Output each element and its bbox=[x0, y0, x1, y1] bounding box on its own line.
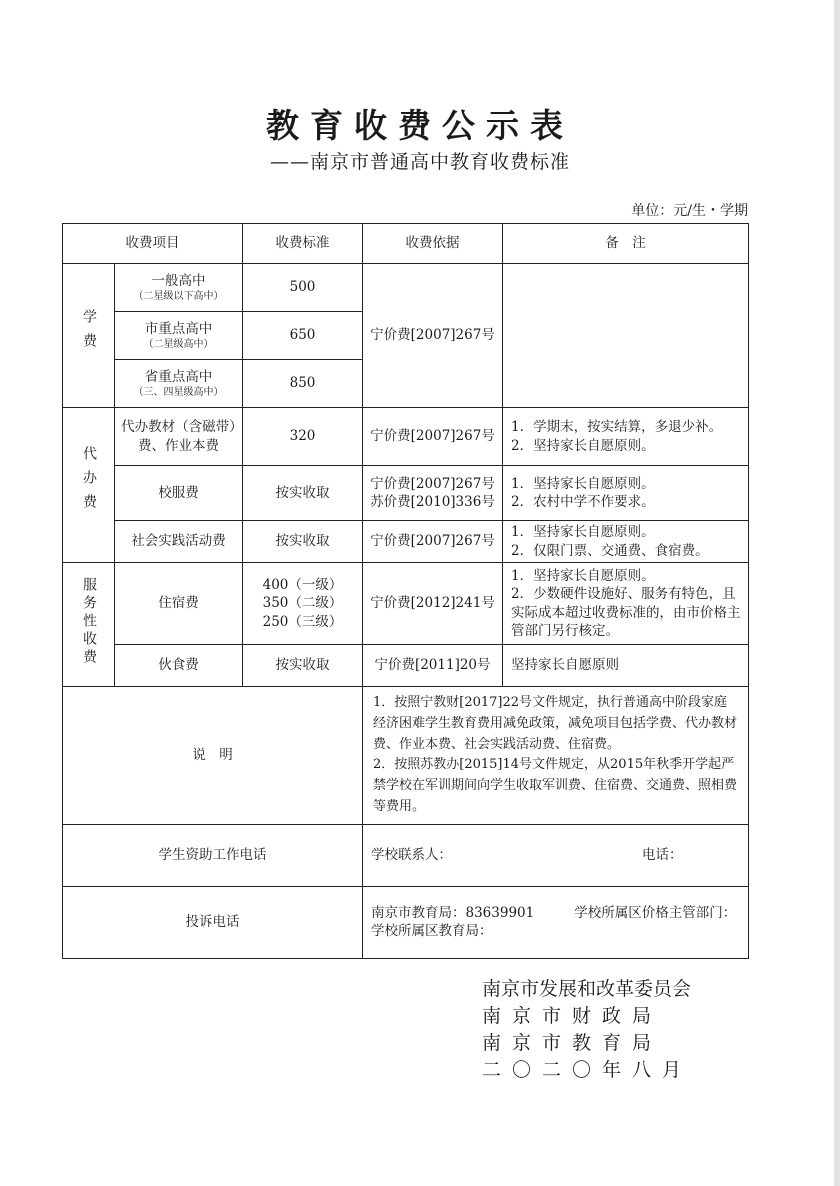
signer-ndrc: 南京市发展和改革委员会 bbox=[482, 978, 692, 1000]
page-subtitle: ——南京市普通高中教育收费标准 bbox=[269, 151, 570, 173]
item-basis: 宁价费[2007]267号 bbox=[363, 521, 503, 563]
item-fee: 按实收取 bbox=[243, 521, 363, 563]
item-fee: 按实收取 bbox=[243, 466, 363, 521]
item-note: 1．坚持家长自愿原则。 2．少数硬件设施好、服务有特色，且实际成本超过收费标准的，由市价格主管部门另行核定。 bbox=[503, 563, 749, 645]
category-tuition: 学费 bbox=[63, 264, 115, 408]
aid-phone-label: 学生资助工作电话 bbox=[63, 824, 363, 886]
header-note: 备 注 bbox=[503, 224, 749, 264]
item-note: 1．坚持家长自愿原则。 2．仅限门票、交通费、食宿费。 bbox=[503, 521, 749, 563]
item-basis: 宁价费[2007]267号 苏价费[2010]336号 bbox=[363, 466, 503, 521]
item-name: 社会实践活动费 bbox=[115, 521, 243, 563]
item-name: 代办教材（含磁带）费、作业本费 bbox=[115, 408, 243, 466]
item-note: 1．学期末，按实结算，多退少补。 2．坚持家长自愿原则。 bbox=[503, 408, 749, 466]
explanation-text: 1．按照宁教财[2017]22号文件规定，执行普通高中阶段家庭经济困难学生教育费用减免政策，减免项目包括学费、代办教材费、作业本费、社会实践活动费、住宿费。 2．按照苏教办[2015]14号文件规定，从2015年秋季开学起严禁学校在军训期间向学生收取军训费、住宿费、交通费、照相费等费用。 bbox=[363, 687, 749, 825]
table-row-aid-phone bbox=[63, 824, 749, 886]
unit-label: 单位：元/生・学期 bbox=[631, 203, 748, 219]
table-row bbox=[63, 264, 749, 312]
explanation-label: 说 明 bbox=[63, 687, 363, 825]
item-name: 市重点高中 （二星级高中） bbox=[115, 312, 243, 360]
item-note bbox=[503, 264, 749, 408]
header-basis: 收费依据 bbox=[363, 224, 503, 264]
item-name: 伙食费 bbox=[115, 645, 243, 687]
header-standard: 收费标准 bbox=[243, 224, 363, 264]
fee-table bbox=[62, 223, 749, 959]
item-name: 一般高中 （二星级以下高中） bbox=[115, 264, 243, 312]
item-fee: 320 bbox=[243, 408, 363, 466]
signer-education: 南京市教育局 bbox=[482, 1032, 663, 1054]
table-row-explanation bbox=[63, 687, 749, 825]
item-name: 住宿费 bbox=[115, 563, 243, 645]
item-note: 1．坚持家长自愿原则。 2．农村中学不作要求。 bbox=[503, 466, 749, 521]
category-agency: 代办费 bbox=[63, 408, 115, 563]
item-fee: 400（一级） 350（二级） 250（三级） bbox=[243, 563, 363, 645]
aid-phone-content: 学校联系人： 电话： bbox=[363, 824, 749, 886]
complaint-label: 投诉电话 bbox=[63, 886, 363, 958]
complaint-content: 南京市教育局：83639901 学校所属区价格主管部门： 学校所属区教育局： bbox=[363, 886, 749, 958]
item-note: 坚持家长自愿原则 bbox=[503, 645, 749, 687]
table-row bbox=[63, 466, 749, 521]
page-title: 教育收费公示表 bbox=[266, 106, 574, 145]
item-basis: 宁价费[2011]20号 bbox=[363, 645, 503, 687]
table-row bbox=[63, 645, 749, 687]
item-fee: 650 bbox=[243, 312, 363, 360]
table-row-complaint bbox=[63, 886, 749, 958]
item-basis: 宁价费[2007]267号 bbox=[363, 408, 503, 466]
page-edge-shadow bbox=[834, 0, 840, 1186]
header-item: 收费项目 bbox=[63, 224, 243, 264]
table-row bbox=[63, 521, 749, 563]
table-row bbox=[63, 408, 749, 466]
item-fee: 500 bbox=[243, 264, 363, 312]
item-fee: 850 bbox=[243, 360, 363, 408]
item-basis: 宁价费[2012]241号 bbox=[363, 563, 503, 645]
item-fee: 按实收取 bbox=[243, 645, 363, 687]
signature-date: 二〇二〇年八月 bbox=[482, 1059, 693, 1081]
signers-block bbox=[482, 976, 692, 1084]
table-row bbox=[63, 563, 749, 645]
item-name: 校服费 bbox=[115, 466, 243, 521]
signer-finance: 南京市财政局 bbox=[482, 1005, 663, 1027]
category-service: 服务性收费 bbox=[63, 563, 115, 687]
item-basis: 宁价费[2007]267号 bbox=[363, 264, 503, 408]
item-name: 省重点高中 （三、四星级高中） bbox=[115, 360, 243, 408]
table-header-row bbox=[63, 224, 749, 264]
